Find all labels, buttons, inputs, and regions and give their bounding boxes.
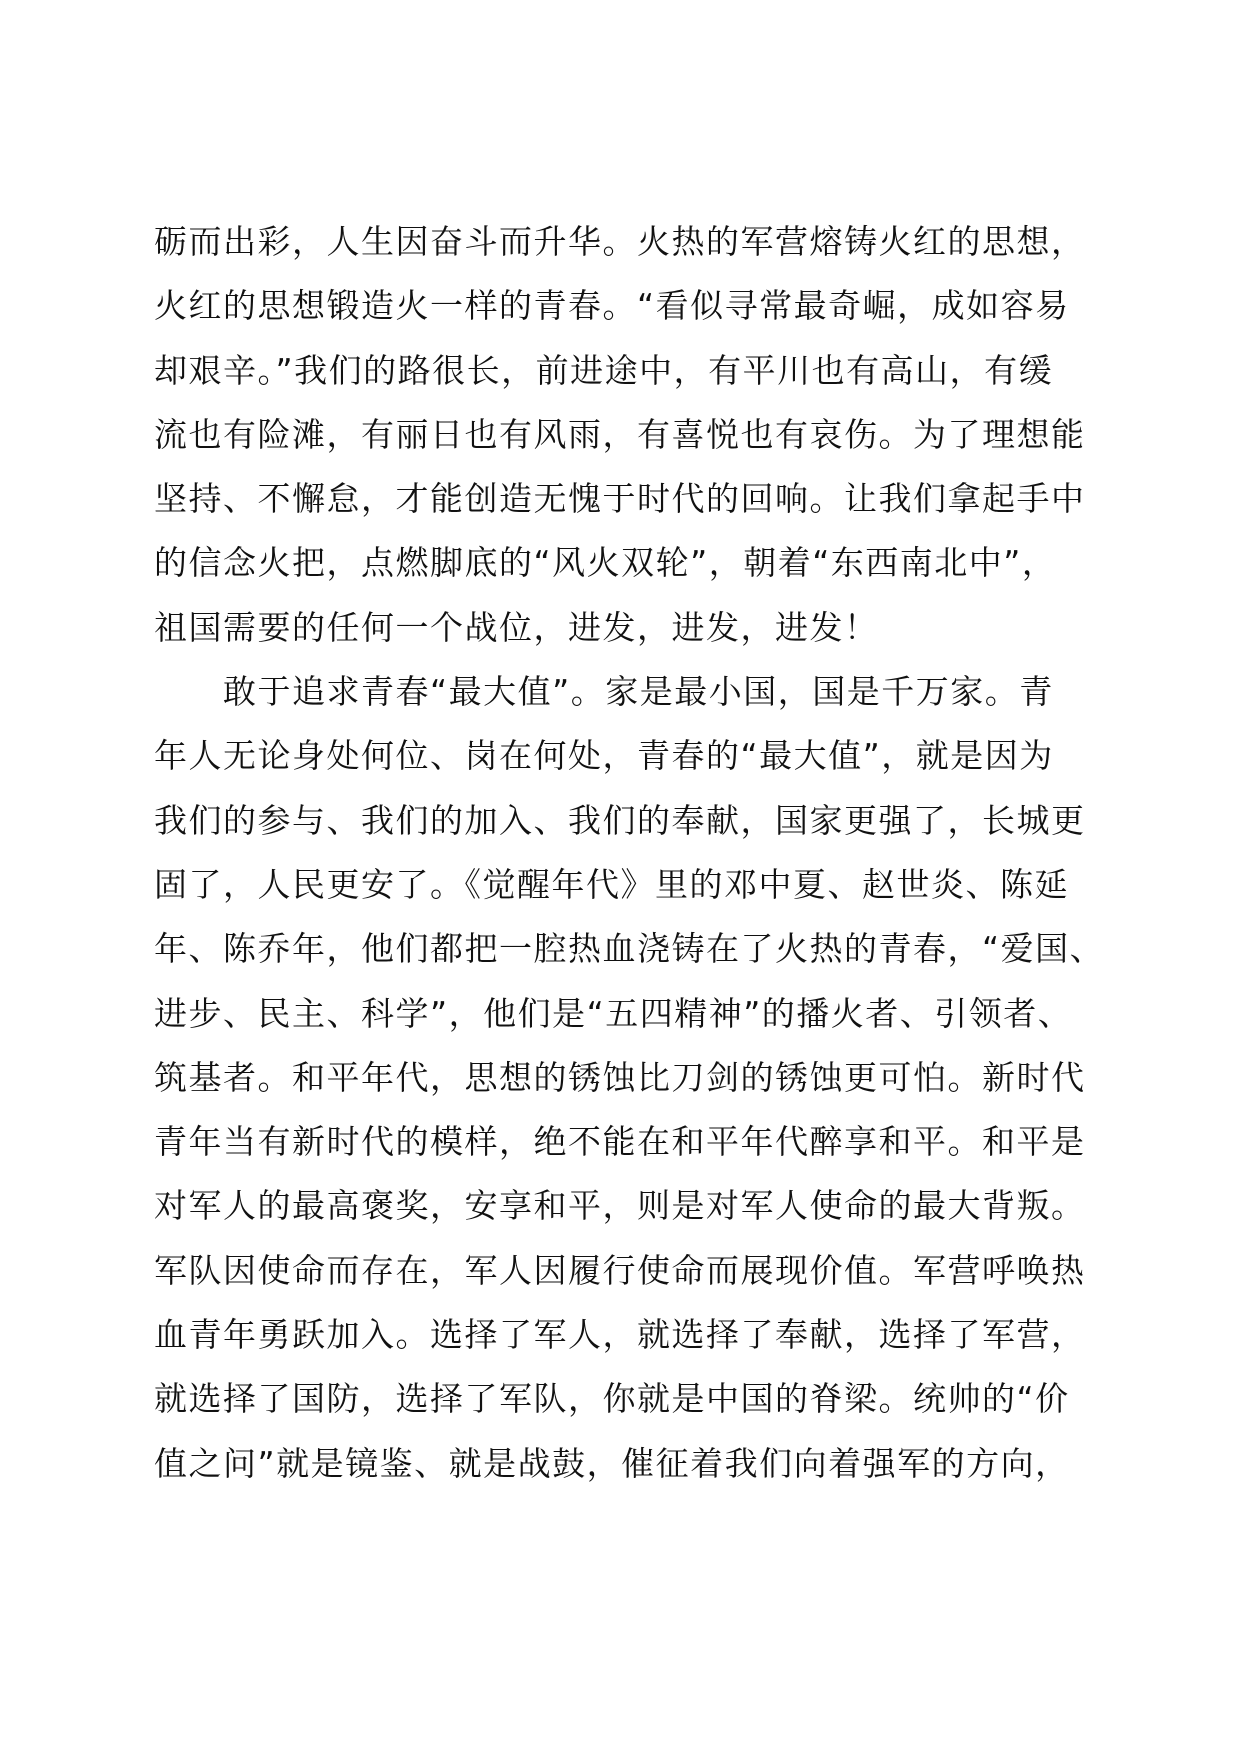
text-line: 筑基者。和平年代，思想的锈蚀比刀剑的锈蚀更可怕。新时代 bbox=[154, 1057, 1086, 1097]
text-line: 坚持、不懈怠，才能创造无愧于时代的回响。让我们拿起手中 bbox=[154, 479, 1086, 519]
text-line: 青年当有新时代的模样，绝不能在和平年代醉享和平。和平是 bbox=[154, 1122, 1086, 1162]
body-text bbox=[154, 210, 1144, 1496]
text-line: 年、陈乔年，他们都把一腔热血浇铸在了火热的青春，“爱国、 bbox=[154, 929, 1105, 969]
text-line: 年人无论身处何位、岗在何处，青春的“最大值”，就是因为 bbox=[154, 736, 1054, 776]
text-line: 祖国需要的任何一个战位，进发，进发，进发！ bbox=[154, 607, 879, 647]
text-line: 值之问”就是镜鉴、就是战鼓，催征着我们向着强军的方向， bbox=[154, 1443, 1070, 1483]
text-line: 砺而出彩，人生因奋斗而升华。火热的军营熔铸火红的思想， bbox=[154, 222, 1086, 261]
text-line: 固了，人民更安了。《觉醒年代》里的邓中夏、赵世炎、陈延 bbox=[154, 864, 1069, 904]
text-line: 的信念火把，点燃脚底的“风火双轮”，朝着“东西南北中”， bbox=[154, 543, 1057, 583]
paragraph-start-line: 敢于追求青春“最大值”。家是最小国，国是千万家。青 bbox=[154, 672, 1054, 712]
text-line: 火红的思想锻造火一样的青春。“看似寻常最奇崛，成如容易 bbox=[154, 286, 1070, 326]
text-line: 我们的参与、我们的加入、我们的奉献，国家更强了，长城更 bbox=[154, 800, 1086, 840]
text-line: 进步、民主、科学”，他们是“五四精神”的播火者、引领者、 bbox=[154, 993, 1073, 1033]
text-line: 对军人的最高褒奖，安享和平，则是对军人使命的最大背叛。 bbox=[154, 1186, 1086, 1226]
text-line: 军队因使命而存在，军人因履行使命而展现价值。军营呼唤热 bbox=[154, 1250, 1086, 1290]
text-line: 流也有险滩，有丽日也有风雨，有喜悦也有哀伤。为了理想能 bbox=[154, 414, 1086, 454]
text-line: 就选择了国防，选择了军队，你就是中国的脊梁。统帅的“价 bbox=[154, 1379, 1070, 1419]
text-line: 却艰辛。”我们的路很长，前进途中，有平川也有高山，有缓 bbox=[154, 350, 1054, 390]
text-line: 血青年勇跃加入。选择了军人，就选择了奉献，选择了军营， bbox=[154, 1315, 1086, 1355]
